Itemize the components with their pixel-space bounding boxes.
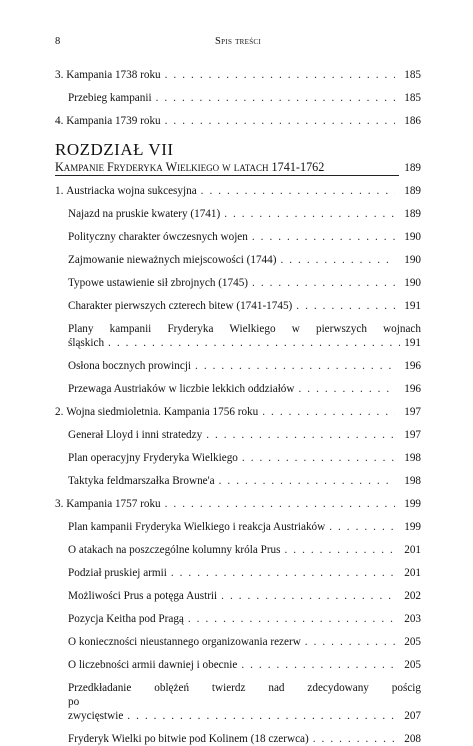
toc-entry [55,612,421,626]
toc-entry-page: 208 [404,733,421,745]
dot-leader [252,230,395,244]
toc-entry [55,428,421,442]
toc-entry-page: 202 [404,590,421,602]
toc-entry-page: 197 [404,406,421,418]
dot-leader [221,589,395,603]
toc-entry-number: 1. [55,185,64,197]
dot-leader [305,635,395,649]
chapter-page: 189 [404,162,421,174]
toc-entry-number: 4. [55,115,64,127]
dot-leader [165,68,395,82]
table-of-contents [55,68,421,746]
toc-entry-page: 201 [404,567,421,579]
dot-leader [262,405,395,419]
toc-entry [55,253,421,267]
toc-entry-line2 [68,695,421,723]
dot-leader [156,91,395,105]
dot-leader [298,382,395,396]
chapter-subtitle: Kampanie Fryderyka Wielkiego w latach 1741-1762 [55,160,399,176]
toc-entry-label: Kampania 1738 roku [66,69,161,81]
toc-entry-label: O atakach na poszczególne kolumny króla Prus [68,544,281,556]
toc-entry-page: 189 [404,185,421,197]
toc-entry-page: 186 [404,115,421,127]
toc-entry-page: 201 [404,544,421,556]
toc-entry-line2 [68,336,421,350]
page-number: 8 [55,36,61,47]
toc-entry [55,184,421,198]
dot-leader [188,612,395,626]
toc-entry-label: O liczebności armii dawniej i obecnie [68,659,238,671]
dot-leader [219,474,395,488]
dot-leader [280,253,395,267]
toc-entry-page: 198 [404,475,421,487]
running-header [55,36,421,54]
toc-entry-page: 199 [404,521,421,533]
toc-entry [55,635,421,649]
dot-leader [165,114,395,128]
toc-entry-label: Najazd na pruskie kwatery (1741) [68,208,221,220]
toc-entry-page: 190 [404,277,421,289]
toc-entry [55,451,421,465]
toc-entry-label: Przebieg kampanii [68,92,152,104]
chapter-heading [55,141,421,176]
dot-leader [224,207,395,221]
toc-entry [55,207,421,221]
dot-leader [127,709,400,723]
toc-entry-page: 205 [404,659,421,671]
dot-leader [242,451,395,465]
toc-entry-page: 197 [404,429,421,441]
dot-leader [296,299,395,313]
toc-entry-label-cont: śląskich [68,337,105,349]
toc-entry-label: Wojna siedmioletnia. Kampania 1756 roku [66,406,259,418]
toc-entry-number: 3. [55,498,64,510]
toc-entry [55,359,421,373]
chapter-subtitle-row [55,160,421,176]
dot-leader [165,497,395,511]
toc-entry [55,474,421,488]
toc-entry-label: Zajmowanie nieważnych miejscowości (1744) [68,254,277,266]
running-header-title: Spis treści [215,36,261,47]
dot-leader [195,359,395,373]
toc-entry [55,382,421,396]
toc-entry [55,681,421,723]
toc-entry-page: 205 [404,636,421,648]
toc-entry-label: O konieczności nieustannego organizowania rezerw [68,636,301,648]
toc-entry-page: 190 [404,231,421,243]
toc-entry [55,543,421,557]
dot-leader [313,732,395,746]
toc-entry-label-cont: po zwycięstwie [68,696,124,722]
toc-entry-label: Plan operacyjny Fryderyka Wielkiego [68,452,238,464]
toc-entry [55,276,421,290]
toc-entry-label: Plan kampanii Fryderyka Wielkiego i reakcja Austriaków [68,521,326,533]
toc-entry-label: Pozycja Keitha pod Pragą [68,613,184,625]
toc-entry-label: Generał Lloyd i inni stratedzy [68,429,203,441]
dot-leader [206,428,395,442]
toc-entry [55,566,421,580]
toc-entry-page: 185 [404,69,421,81]
toc-entry-page: 189 [404,208,421,220]
toc-entry [55,114,421,128]
toc-entry [55,732,421,746]
toc-entry-page: 207 [404,710,421,722]
toc-entry-label: Osłona bocznych prowincji [68,360,192,372]
toc-entry [55,589,421,603]
toc-main-list [55,184,421,746]
toc-entry [55,230,421,244]
toc-entry-label: Typowe ustawienie sił zbrojnych (1745) [68,277,249,289]
toc-entry-page: 203 [404,613,421,625]
toc-entry-label: Podział pruskiej armii [68,567,167,579]
toc-entry-page: 199 [404,498,421,510]
toc-entry-page: 185 [404,92,421,104]
toc-entry-page: 198 [404,452,421,464]
toc-entry [55,497,421,511]
toc-entry-page: 191 [404,337,421,349]
toc-entry [55,68,421,82]
toc-entry [55,322,421,350]
toc-entry-label: Przewaga Austriaków w liczbie lekkich oddziałów [68,383,295,395]
toc-entry-page: 196 [404,360,421,372]
dot-leader [252,276,395,290]
toc-entry [55,405,421,419]
dot-leader [171,566,395,580]
toc-entry-page: 190 [404,254,421,266]
toc-entry-label: Możliwości Prus a potęga Austrii [68,590,218,602]
toc-entry-label: Kampania 1757 roku [66,498,161,510]
toc-entry [55,91,421,105]
toc-entry [55,520,421,534]
toc-entry [55,299,421,313]
toc-entry-label: Kampania 1739 roku [66,115,161,127]
dot-leader [108,336,400,350]
dot-leader [201,184,395,198]
toc-entry-page: 196 [404,383,421,395]
toc-entry-label: Fryderyk Wielki po bitwie pod Kolinem (18 czerwca) [68,733,309,745]
toc-entry-number: 2. [55,406,64,418]
toc-entry-label: Taktyka feldmarszałka Browne'a [68,475,215,487]
toc-entry-label: Charakter pierwszych czterech bitew (1741-1745) [68,300,293,312]
dot-leader [329,520,395,534]
toc-entry-label: Plany kampanii Fryderyka Wielkiego w pierwszych wojnach [68,323,421,335]
toc-entry-label: Austriacka wojna sukcesyjna [66,185,197,197]
chapter-title: ROZDZIAŁ VII [55,140,174,159]
toc-entry-page: 191 [404,300,421,312]
toc-entry [55,658,421,672]
toc-entry-label: Polityczny charakter ówczesnych wojen [68,231,248,243]
toc-entry-label: Przedkładanie oblężeń twierdz nad zdecydowany pościg [68,682,421,694]
dot-leader [241,658,395,672]
toc-pre-list [55,68,421,128]
dot-leader [285,543,396,557]
toc-entry-number: 3. [55,69,64,81]
